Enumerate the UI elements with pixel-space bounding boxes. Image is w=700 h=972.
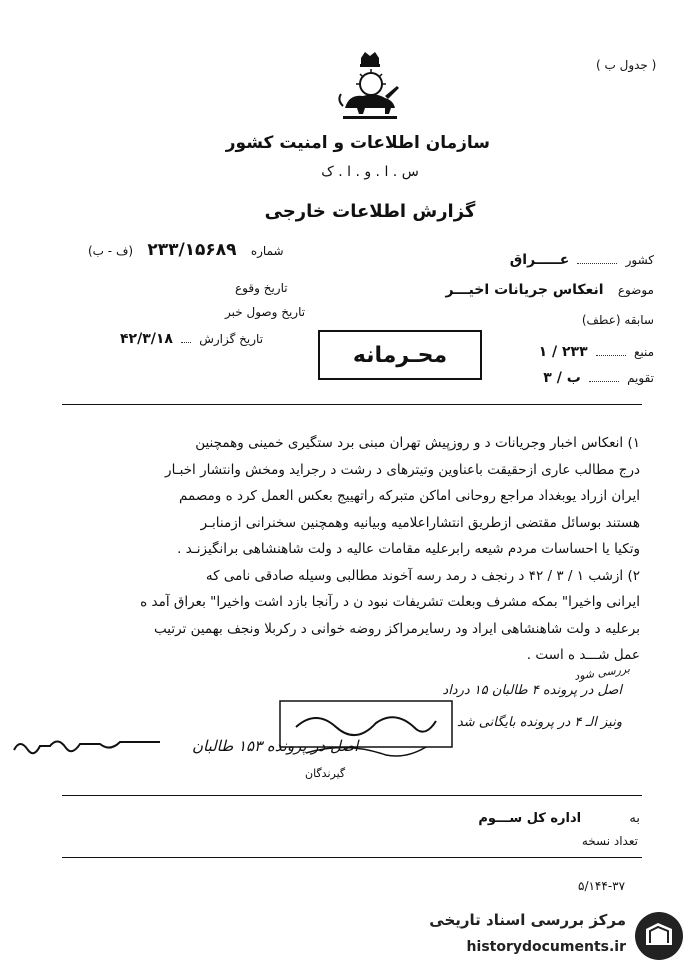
watermark-url: historydocuments.ir xyxy=(466,939,626,955)
recipient-row xyxy=(240,811,640,826)
divider xyxy=(62,857,642,858)
evaluation-field xyxy=(543,370,654,386)
report-body xyxy=(50,430,640,669)
organization-title: سازمان اطلاعات و امنیت کشور xyxy=(225,133,490,153)
recipients-label: گیرندگان xyxy=(305,767,346,780)
body-line: درج مطالب عاری ازحقیقت باعناوین وتیترهای د رشت د رجراید ومخش وانتشار اخبـار xyxy=(165,461,640,478)
source-value: ۲۳۳ / ۱ xyxy=(538,344,588,360)
subject-value: انعکاس جریانات اخیـــر xyxy=(445,282,604,298)
country-field xyxy=(510,252,654,268)
receipt-date-field xyxy=(225,305,305,320)
handwritten-signature-icon xyxy=(10,728,340,768)
subject-label: موضوع xyxy=(617,283,654,297)
lion-and-sun-emblem-icon xyxy=(335,50,405,126)
body-line: ۲) ازشب ۱ / ۳ / ۴۲ د رنجف د رمد رسه آخوند مطالبی وسیله صادقی نامی که xyxy=(205,567,640,584)
source-label: منبع xyxy=(633,345,654,359)
country-value: عـــــراق xyxy=(509,252,570,268)
handwritten-note: ونیز الـ ۴ در پرونده بایگانی شد xyxy=(456,715,622,730)
event-date-field xyxy=(235,281,288,296)
evaluation-label: تقویم xyxy=(627,371,654,385)
body-line: ۱) انعکاس اخبار وجریانات د و روزپیش تهران مبنی برد ستگیری خمینی وهمچنین xyxy=(195,435,640,451)
watermark-title: مرکز بررسی اسناد تاریخی xyxy=(429,911,626,929)
body-line: هستند بوسائل مقتضی ازطریق انتشاراعلامیه وبیانیه وهمچنین سخنرانی ازمنابـر xyxy=(200,514,640,531)
classification-stamp: محـرمانه xyxy=(318,330,482,380)
archive-watermark xyxy=(400,905,690,967)
body-line: ایرانی واخیرا" بمکه مشرف وبعلت تشریفات نبود ن د رآنجا بازد اشت واخیرا" بعراق آمد ه xyxy=(140,594,640,610)
country-label: کشور xyxy=(625,253,654,267)
archive-logo-icon xyxy=(632,909,686,963)
handwritten-note: اصل در پرونده ۱۵۳ طالبان xyxy=(192,737,359,755)
precedent-label: سابقه (عطف) xyxy=(581,313,654,327)
to-label: به xyxy=(629,811,640,826)
report-date-field xyxy=(120,331,263,347)
number-field xyxy=(88,240,284,260)
number-label: شماره xyxy=(250,244,284,258)
to-value: اداره کل ســـوم xyxy=(478,811,582,826)
event-date-label: تاریخ وقوع xyxy=(235,281,288,295)
number-suffix: (ف - ب) xyxy=(88,244,134,258)
source-field xyxy=(539,344,654,360)
table-note: ( جدول ب ) xyxy=(596,58,657,72)
receipt-date-label: تاریخ وصول خبر xyxy=(225,305,306,319)
body-line: ایران ازراد یوبغداد مراجع روحانی اماکن متبرکه راتهییج بعکس العمل کرد ه ومصمم xyxy=(179,488,640,504)
copies-label: تعداد نسخه xyxy=(581,834,638,848)
handwritten-margin-note: بررسی شود xyxy=(573,662,631,683)
report-title: گزارش اطلاعات خارجی xyxy=(264,201,476,222)
body-line: وتکیا یا احساسات مردم شیعه رابرعلیه مقامات عالیه د ولت شاهنشاهی برانگیزنـد . xyxy=(177,541,640,557)
report-date-value: ۴۲/۳/۱۸ xyxy=(120,331,173,347)
divider xyxy=(62,795,642,796)
document-number: ۵/۱۴۴-۳۷ xyxy=(578,879,626,893)
report-date-label: تاریخ گزارش xyxy=(199,332,264,346)
number-value: ۲۳۳/۱۵۶۸۹ xyxy=(147,240,237,260)
organization-code: س . ا . و . ا . ک xyxy=(321,164,419,180)
divider xyxy=(62,404,642,405)
evaluation-value: ب / ۳ xyxy=(543,370,581,386)
subject-field xyxy=(446,282,654,298)
body-line: برعلیه د ولت شاهنشاهی ایراد ود رسایرمراکز روضه خوانی د رکربلا ونجف بهمین ترتیب xyxy=(153,620,640,637)
precedent-field xyxy=(582,313,654,328)
body-line: عمل شـــد ه است . xyxy=(526,647,640,663)
handwritten-note: اصل در پرونده ۴ طالبان ۱۵ درداد xyxy=(442,683,622,698)
